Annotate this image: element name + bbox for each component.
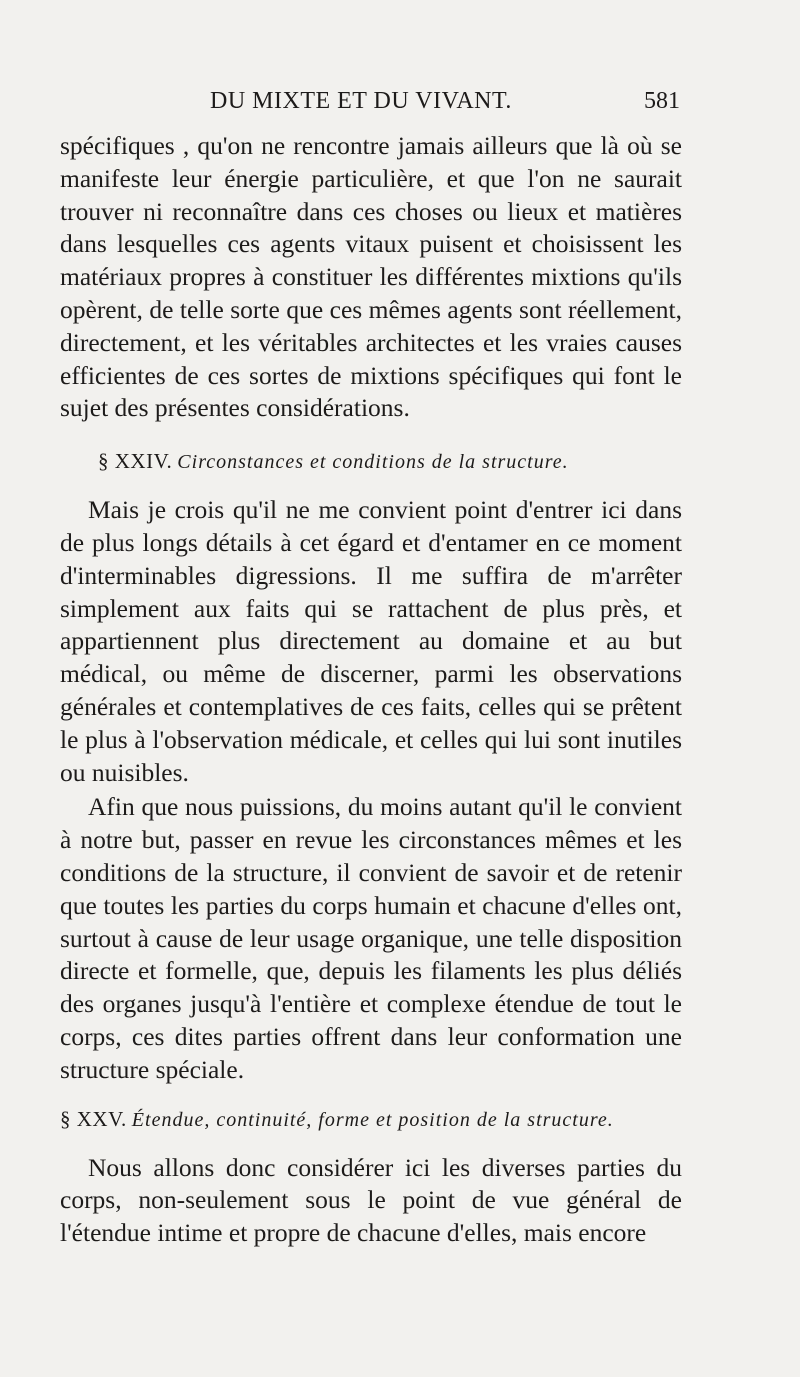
section-number: § XXV.	[60, 1106, 127, 1131]
paragraph-continuation: spécifiques , qu'on ne rencontre jamais ailleurs que là où se manifeste leur énergie particulière, et que l'on ne saurait trouver ni reconnaître dans ces choses ou lieux et matières dans lesquelles ces agents vitaux puisent et choisissent les matériaux propres à constituer les différentes mixtions qu'ils opèrent, de telle sorte que ces mêmes agents sont réellement, directement, et les véritables architectes et les vraies causes efficientes de ces sortes de mixtions spécifiques qui font le sujet des présentes considérations.	[60, 131, 682, 423]
paragraph: Nous allons donc considérer ici les diverses parties du corps, non-seulement sous le point de vue général de l'étendue intime et propre de chacune d'elles, mais encore	[60, 1152, 682, 1248]
running-title: DU MIXTE ET DU VIVANT.	[210, 88, 512, 114]
section-number: § XXIV.	[98, 449, 173, 474]
section-title: Étendue, continuité, forme et position de la structure.	[131, 1108, 614, 1131]
section-heading-xxv	[60, 1105, 682, 1134]
page-body	[60, 130, 682, 1250]
section-title: Circonstances et conditions de la structure.	[177, 451, 569, 474]
page-number: 581	[644, 88, 680, 114]
section-heading-xxiv	[98, 447, 682, 476]
paragraph: Afin que nous puissions, du moins autant qu'il le convient à notre but, passer en revue les circonstances mêmes et les conditions de la structure, il convient de savoir et de retenir que toutes les parties du corps humain et chacune d'elles ont, surtout à cause de leur usage organique, une telle disposition directe et formelle, que, depuis les filaments les plus déliés des organes jusqu'à l'entière et complexe étendue de tout le corps, ces dites parties offrent dans leur conformation une structure spéciale.	[60, 792, 682, 1084]
page-header	[60, 88, 680, 118]
paragraph: Mais je crois qu'il ne me convient point d'entrer ici dans de plus longs détails à cet égard et d'entamer en ce moment d'interminables digressions. Il me suffira de m'arrêter simplement aux faits qui se rattachent de plus près, et appartiennent plus directement au domaine et au but médical, ou même de discerner, parmi les observations générales et contemplatives de ces faits, celles qui se prêtent le plus à l'observation médicale, et celles qui lui sont inutiles ou nuisibles.	[60, 495, 682, 787]
